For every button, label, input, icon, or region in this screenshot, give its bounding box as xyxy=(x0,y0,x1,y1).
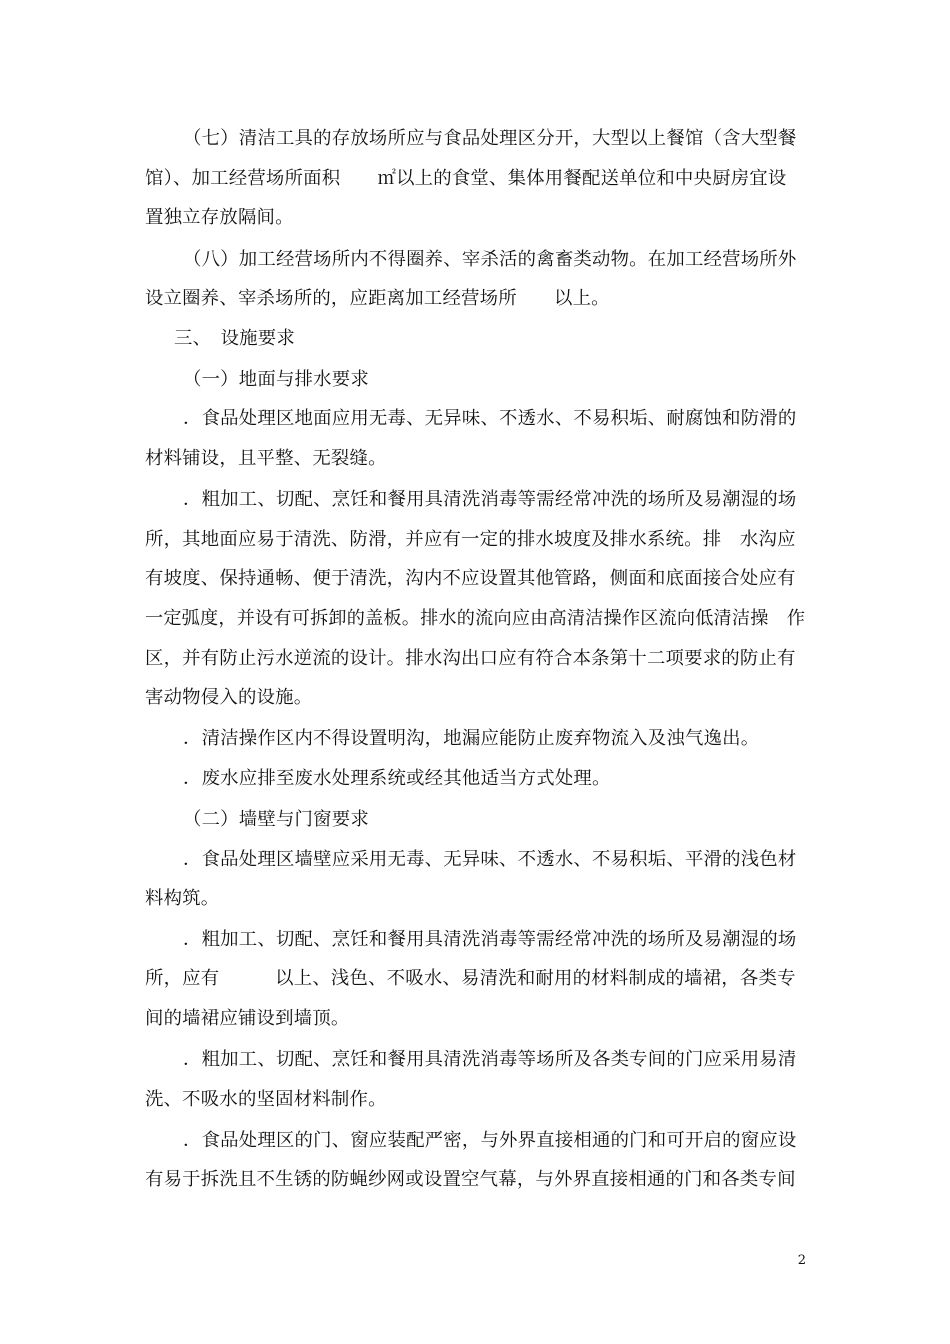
text-line: 所，其地面应易于清洗、防滑，并应有一定的排水坡度及排水系统。排 水沟应 xyxy=(145,529,796,550)
text-line: ．食品处理区的门、窗应装配严密，与外界直接相通的门和可开启的窗应设 xyxy=(183,1130,797,1151)
text-line: 置独立存放隔间。 xyxy=(145,207,294,228)
text-line: （八）加工经营场所内不得圈养、宰杀活的禽畜类动物。在加工经营场所外 xyxy=(183,249,797,270)
section-heading: 三、 设施要求 xyxy=(174,328,295,349)
subsection-heading: （一）地面与排水要求 xyxy=(183,369,369,390)
text-line: ．粗加工、切配、烹饪和餐用具清洗消毒等场所及各类专间的门应采用易清 xyxy=(183,1049,797,1070)
text-line: 区，并有防止污水逆流的设计。排水沟出口应有符合本条第十二项要求的防止有 xyxy=(145,648,796,669)
text-line: ．清洁操作区内不得设置明沟，地漏应能防止废弃物流入及浊气逸出。 xyxy=(183,728,760,749)
text-line: 有坡度、保持通畅、便于清洗，沟内不应设置其他管路，侧面和底面接合处应有 xyxy=(145,568,796,589)
text-line: 一定弧度，并设有可拆卸的盖板。排水的流向应由高清洁操作区流向低清洁操 作 xyxy=(145,608,806,629)
text-line: 料构筑。 xyxy=(145,888,220,909)
text-line: 材料铺设，且平整、无裂缝。 xyxy=(145,448,387,469)
page-number: 2 xyxy=(797,1253,806,1268)
text-line: （七）清洁工具的存放场所应与食品处理区分开，大型以上餐馆（含大型餐 xyxy=(183,128,797,149)
text-line: ．粗加工、切配、烹饪和餐用具清洗消毒等需经常冲洗的场所及易潮湿的场 xyxy=(183,489,797,510)
subsection-heading: （二）墙壁与门窗要求 xyxy=(183,809,369,830)
text-line: 设立圈养、宰杀场所的，应距离加工经营场所 以上。 xyxy=(145,288,610,309)
text-line: 馆）、加工经营场所面积 ㎡以上的食堂、集体用餐配送单位和中央厨房宜设 xyxy=(145,168,787,189)
text-line: 有易于拆洗且不生锈的防蝇纱网或设置空气幕，与外界直接相通的门和各类专间 xyxy=(145,1169,796,1190)
text-line: ．食品处理区地面应用无毒、无异味、不透水、不易积垢、耐腐蚀和防滑的 xyxy=(183,408,797,429)
text-line: ．粗加工、切配、烹饪和餐用具清洗消毒等需经常冲洗的场所及易潮湿的场 xyxy=(183,929,797,950)
text-line: 间的墙裙应铺设到墙顶。 xyxy=(145,1008,350,1029)
text-line: 洗、不吸水的坚固材料制作。 xyxy=(145,1089,387,1110)
text-line: 害动物侵入的设施。 xyxy=(145,687,313,708)
text-line: 所，应有 以上、浅色、不吸水、易清洗和耐用的材料制成的墙裙，各类专 xyxy=(145,968,796,989)
text-line: ．废水应排至废水处理系统或经其他适当方式处理。 xyxy=(183,768,611,789)
text-line: ．食品处理区墙壁应采用无毒、无异味、不透水、不易积垢、平滑的浅色材 xyxy=(183,849,797,870)
